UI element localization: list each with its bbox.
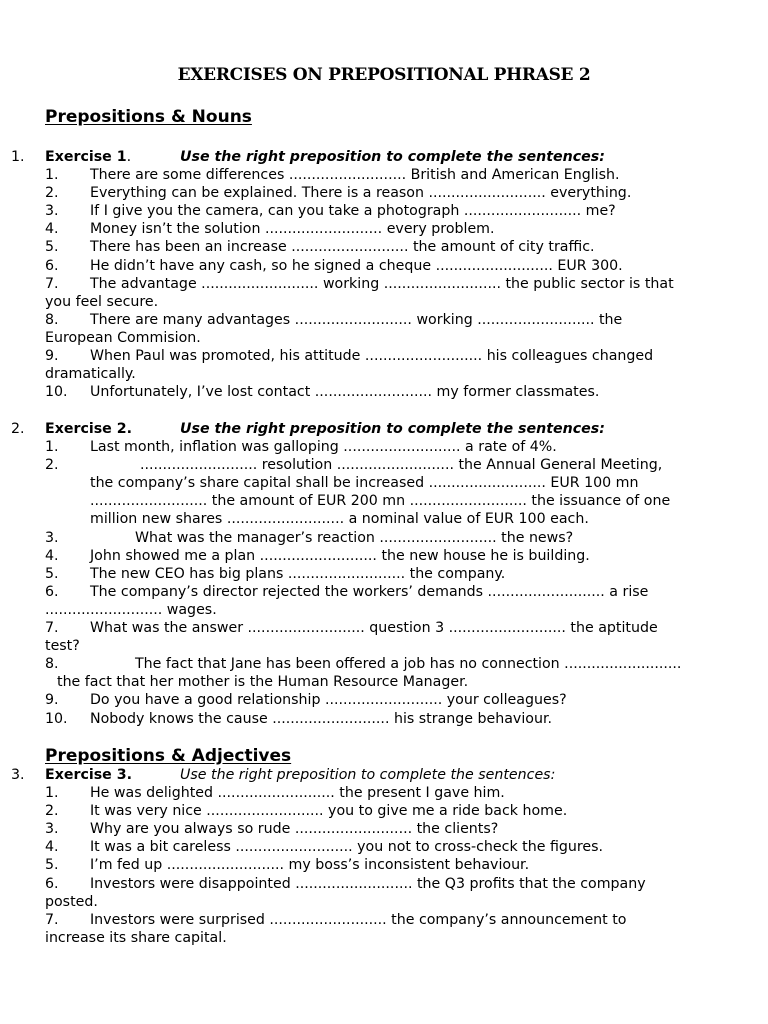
list-item: 5. The new CEO has big plans .......................... the company. (45, 565, 506, 582)
item-text: There has been an increase .......................... the amount of city traffic. (90, 239, 595, 256)
item-number: 6. (45, 875, 59, 892)
list-item (0, 166, 768, 184)
item-text-continuation: posted. (45, 893, 98, 910)
list-item (0, 838, 768, 856)
item-number: 4. (45, 839, 59, 856)
item-text-continuation: European Commision. (45, 329, 201, 346)
exercise-instruction: Use the right preposition to complete the sentences: (180, 149, 605, 165)
section-heading-prepositions-adjectives: Prepositions & Adjectives (45, 746, 292, 766)
list-item-continuation (0, 293, 768, 311)
list-item-continuation (0, 929, 768, 947)
list-item-continuation (0, 329, 768, 347)
exercise-header (0, 420, 768, 438)
item-text: Everything can be explained. There is a reason .......................... everything. (90, 185, 632, 202)
item-number: 1. (45, 785, 59, 802)
item-text-continuation: you feel secure. (45, 293, 159, 310)
list-item (0, 238, 768, 256)
item-text: There are many advantages .......................... working .......................... the (90, 311, 623, 328)
item-text: Why are you always so rude .......................... the clients? (90, 821, 499, 838)
item-number: 1. (45, 167, 59, 184)
exercise-3 (0, 766, 768, 947)
list-item-continuation: the fact that her mother is the Human Resource Manager. (57, 674, 469, 691)
list-item (0, 311, 768, 329)
exercise-header (0, 148, 768, 166)
item-text: It was very nice .......................... you to give me a ride back home. (90, 803, 568, 820)
item-number: 9. (45, 348, 59, 365)
item-number: 2. (45, 185, 59, 202)
exercise-label: Exercise 3. (45, 767, 133, 783)
list-item: 2. .......................... resolution .......................... the Annual General Meeting, (45, 457, 663, 474)
item-number: 5. (45, 239, 59, 256)
item-number: 7. (45, 275, 59, 292)
list-item (0, 275, 768, 293)
list-item-continuation: million new shares .......................... a nominal value of EUR 100 each. (90, 511, 589, 528)
list-item (0, 202, 768, 220)
list-item-continuation (0, 365, 768, 383)
list-item-continuation (0, 893, 768, 911)
list-item (0, 784, 768, 802)
list-item: 4. John showed me a plan .......................... the new house he is building. (45, 547, 590, 564)
list-item: 1. Last month, inflation was galloping .......................... a rate of 4%. (45, 439, 557, 456)
item-text: He was delighted .......................... the present I gave him. (90, 785, 505, 802)
item-number: 3. (45, 821, 59, 838)
list-item (0, 802, 768, 820)
exercise-label: Exercise 1. (45, 149, 132, 165)
exercise-number: 3. (11, 767, 25, 783)
item-number: 10. (45, 384, 68, 401)
section-heading-prepositions-nouns: Prepositions & Nouns (45, 107, 252, 127)
list-item-continuation: .......................... wages. (45, 601, 217, 618)
list-item: 9. Do you have a good relationship .......................... your colleagues? (45, 692, 567, 709)
item-text: Money isn’t the solution .......................... every problem. (90, 221, 495, 238)
exercise-instruction: Use the right preposition to complete the sentences: (180, 767, 556, 783)
item-number: 6. (45, 257, 59, 274)
exercise-number: 2. (11, 421, 25, 437)
item-number: 4. (45, 221, 59, 238)
list-item (0, 911, 768, 929)
item-text: The advantage .......................... working .......................... the public sector is that (90, 275, 674, 292)
exercise-number: 1. (11, 149, 25, 165)
item-number: 5. (45, 857, 59, 874)
document-title: EXERCISES ON PREPOSITIONAL PHRASE 2 (177, 65, 591, 85)
list-item (0, 257, 768, 275)
list-item (0, 875, 768, 893)
exercise-1 (0, 148, 768, 401)
list-item-continuation: the company’s share capital shall be increased .......................... EUR 100 mn (90, 475, 639, 492)
item-text: He didn’t have any cash, so he signed a cheque .......................... EUR 300. (90, 257, 623, 274)
exercise-label: Exercise 2. (45, 421, 133, 437)
item-text: Investors were surprised .......................... the company’s announcement to (90, 911, 627, 928)
item-text-continuation: increase its share capital. (45, 929, 227, 946)
item-text: It was a bit careless .......................... you not to cross-check the figures. (90, 839, 604, 856)
list-item: 10. Nobody knows the cause .......................... his strange behaviour. (45, 710, 552, 727)
list-item (0, 820, 768, 838)
item-number: 2. (45, 803, 59, 820)
list-item (0, 347, 768, 365)
list-item: 8. The fact that Jane has been offered a job has no connection .......................... (45, 656, 682, 673)
item-text: Investors were disappointed .......................... the Q3 profits that the company (90, 875, 646, 892)
exercise-instruction: Use the right preposition to complete the sentences: (180, 421, 605, 437)
list-item (0, 856, 768, 874)
item-text: When Paul was promoted, his attitude .......................... his colleagues changed (90, 348, 654, 365)
item-number: 3. (45, 203, 59, 220)
list-item (0, 383, 768, 401)
item-number: 8. (45, 311, 59, 328)
list-item (0, 184, 768, 202)
item-text: There are some differences .......................... British and American English. (90, 167, 620, 184)
item-text: If I give you the camera, can you take a photograph .......................... me? (90, 203, 616, 220)
list-item: 6. The company’s director rejected the workers’ demands .......................... a rise (45, 583, 649, 600)
item-text-continuation: dramatically. (45, 366, 136, 383)
exercise-header (0, 766, 768, 784)
list-item: 7. What was the answer .......................... question 3 .......................... the aptitude (45, 620, 658, 637)
list-item-continuation: .......................... the amount of EUR 200 mn .......................... the issuance of one (90, 493, 671, 510)
item-number: 7. (45, 911, 59, 928)
item-text: I’m fed up .......................... my boss’s inconsistent behaviour. (90, 857, 530, 874)
list-item-continuation: test? (45, 638, 80, 655)
list-item (0, 220, 768, 238)
item-text: Unfortunately, I’ve lost contact .......................... my former classmates. (90, 384, 600, 401)
exercise-2 (0, 420, 768, 728)
list-item: 3. What was the manager’s reaction .......................... the news? (45, 529, 574, 546)
